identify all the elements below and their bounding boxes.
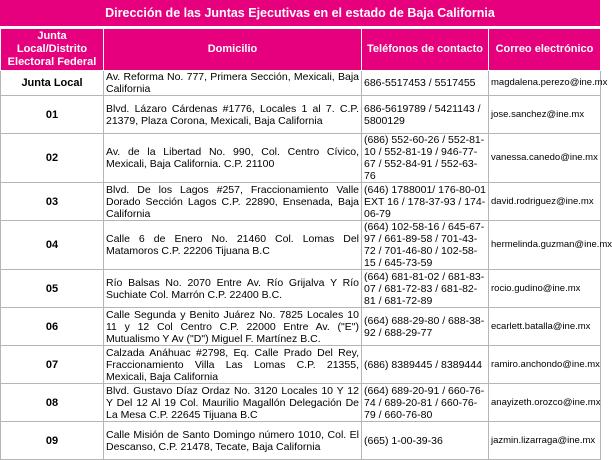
table-row <box>1 308 601 346</box>
header-correo: Correo electrónico <box>489 29 601 71</box>
telefonos-cell: 686-5517453 / 5517455 <box>362 71 489 96</box>
domicilio-cell: Blvd. Gustavo Díaz Ordaz No. 3120 Locales 10 Y 12 Y Del 12 Al 19 Col. Maurilio Magallón Delegación De La Mesa C.P. 22645 Tijuana B.C <box>104 384 362 422</box>
table-row <box>1 422 601 460</box>
telefonos-cell: (664) 681-81-02 / 681-83-07 / 681-72-83 / 681-82-81 / 681-72-89 <box>362 270 489 308</box>
domicilio-cell: Av. Reforma No. 777, Primera Sección, Mexicali, Baja California <box>104 71 362 96</box>
junta-cell: 04 <box>1 221 104 270</box>
table-title: Dirección de las Juntas Ejecutivas en el estado de Baja California <box>0 0 600 28</box>
telefonos-cell: (665) 1-00-39-36 <box>362 422 489 460</box>
domicilio-cell: Río Balsas No. 2070 Entre Av. Río Grijalva Y Río Suchiate Col. Marrón C.P. 22400 B.C. <box>104 270 362 308</box>
domicilio-cell: Blvd. De los Lagos #257, Fraccionamiento Valle Dorado Sección Lagos C.P. 22890, Ensenada, Baja California <box>104 183 362 221</box>
email-link[interactable]: ramiro.anchondo@ine.mx <box>489 346 601 384</box>
table-row <box>1 270 601 308</box>
junta-cell: 06 <box>1 308 104 346</box>
header-telefonos: Teléfonos de contacto <box>362 29 489 71</box>
telefonos-cell: (664) 102-58-16 / 645-67-97 / 661-89-58 / 701-43-72 / 701-46-80 / 102-58-15 / 645-73-59 <box>362 221 489 270</box>
juntas-table <box>0 28 612 460</box>
telefonos-cell: (646) 1788001/ 176-80-01 EXT 16 / 178-37-93 / 174-06-79 <box>362 183 489 221</box>
domicilio-cell: Blvd. Lázaro Cárdenas #1776, Locales 1 al 7. C.P. 21379, Plaza Corona, Mexicali, Baja California <box>104 96 362 134</box>
telefonos-cell: 686-5619789 / 5421143 / 5800129 <box>362 96 489 134</box>
table-row <box>1 96 601 134</box>
telefonos-cell: (664) 689-20-91 / 660-76-74 / 689-20-81 / 660-76-79 / 660-76-80 <box>362 384 489 422</box>
domicilio-cell: Calle 6 de Enero No. 21460 Col. Lomas Del Matamoros C.P. 22206 Tijuana B.C <box>104 221 362 270</box>
domicilio-cell: Calle Segunda y Benito Juárez No. 7825 Locales 10 11 y 12 Col Centro C.P. 22000 Entre Av. ("E") Mutualismo Y Av ("D") Miguel F. Martínez B.C. <box>104 308 362 346</box>
table-row <box>1 134 601 183</box>
table-row <box>1 221 601 270</box>
junta-cell: 01 <box>1 96 104 134</box>
table-row <box>1 183 601 221</box>
junta-cell: 02 <box>1 134 104 183</box>
telefonos-cell: (664) 688-29-80 / 688-38-92 / 688-29-77 <box>362 308 489 346</box>
table-body <box>1 71 612 460</box>
email-link[interactable]: jose.sanchez@ine.mx <box>489 96 601 134</box>
email-link[interactable]: vanessa.canedo@ine.mx <box>489 134 601 183</box>
junta-cell: 03 <box>1 183 104 221</box>
email-link[interactable]: rocio.gudino@ine.mx <box>489 270 601 308</box>
telefonos-cell: (686) 552-60-26 / 552-81-10 / 552-81-19 / 946-77-67 / 552-84-91 / 552-63-76 <box>362 134 489 183</box>
table-header-row <box>1 29 601 71</box>
email-link[interactable]: magdalena.perezo@ine.mx <box>489 71 601 96</box>
email-link[interactable]: david.rodriguez@ine.mx <box>489 183 601 221</box>
telefonos-cell: (686) 8389445 / 8389444 <box>362 346 489 384</box>
table-row <box>1 71 601 96</box>
email-link[interactable]: hermelinda.guzman@ine.mx <box>489 221 601 270</box>
email-link[interactable]: anayizeth.orozco@ine.mx <box>489 384 601 422</box>
header-junta: Junta Local/Distrito Electoral Federal <box>1 29 104 71</box>
email-link[interactable]: jazmin.lizarraga@ine.mx <box>489 422 601 460</box>
junta-cell: 05 <box>1 270 104 308</box>
domicilio-cell: Calle Misión de Santo Domingo número 1010, Col. El Descanso, C.P. 21478, Tecate, Baja California <box>104 422 362 460</box>
domicilio-cell: Av. de la Libertad No. 990, Col. Centro Cívico, Mexicali, Baja California. C.P. 21100 <box>104 134 362 183</box>
table-row <box>1 384 601 422</box>
domicilio-cell: Calzada Anáhuac #2798, Eq. Calle Prado Del Rey, Fraccionamiento Villa Las Lomas C.P. 21355, Mexicali, Baja California <box>104 346 362 384</box>
email-link[interactable]: ecarlett.batalla@ine.mx <box>489 308 601 346</box>
junta-cell: 07 <box>1 346 104 384</box>
header-domicilio: Domicilio <box>104 29 362 71</box>
junta-cell: 09 <box>1 422 104 460</box>
junta-cell: 08 <box>1 384 104 422</box>
junta-cell: Junta Local <box>1 71 104 96</box>
table-row <box>1 346 601 384</box>
